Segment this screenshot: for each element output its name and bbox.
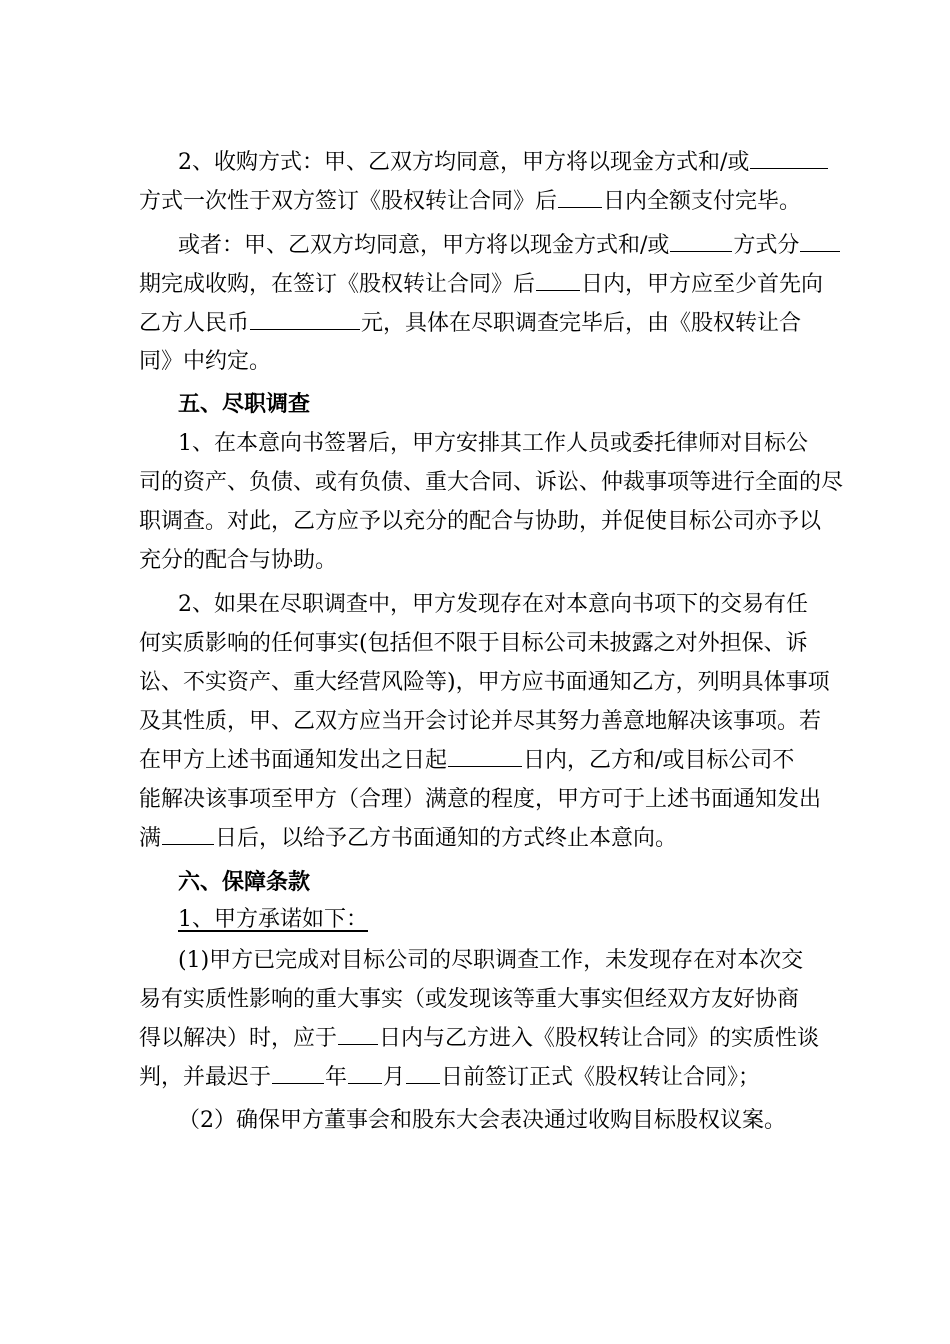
text: 年: [325, 1065, 348, 1090]
fill-blank-year: [272, 1061, 324, 1084]
due-diligence-p2-line-5: [139, 741, 794, 781]
fill-blank-day: [406, 1061, 440, 1084]
text: 日后，以给予乙方书面通知的方式终止本意向。: [215, 826, 678, 851]
text: 日内，乙方和/或目标公司不: [523, 748, 795, 773]
guarantee-item-1-line-2: [139, 980, 799, 1020]
fill-blank: [558, 185, 602, 208]
heading-text: 六、保障条款: [178, 869, 311, 895]
guarantee-item-1-line-1: [178, 941, 803, 981]
fill-blank: [162, 822, 214, 845]
due-diligence-p2-line-6: [139, 780, 821, 820]
text: 日内，甲方应至少首先向: [581, 272, 824, 297]
fill-blank: [338, 1022, 378, 1045]
text: 讼、不实资产、重大经营风险等)，甲方应书面通知乙方，列明具体事项: [139, 670, 830, 695]
underlined-subheading: 1、甲方承诺如下：: [178, 907, 368, 932]
fill-blank-month: [348, 1061, 382, 1084]
text: 2、收购方式：甲、乙双方均同意，甲方将以现金方式和/或: [178, 150, 750, 175]
text: 能解决该事项至甲方（合理）满意的程度，甲方可于上述书面通知发出: [139, 787, 822, 812]
due-diligence-p2-line-7: [139, 819, 677, 859]
text: 充分的配合与协助。: [139, 548, 338, 573]
alternative-line-1: [178, 226, 841, 266]
text: 1、在本意向书签署后，甲方安排其工作人员或委托律师对目标公: [178, 431, 808, 456]
text: 判，并最迟于: [139, 1065, 272, 1090]
due-diligence-p1-line-4: [139, 541, 337, 581]
text: 在甲方上述书面通知发出之日起: [139, 748, 448, 773]
guarantee-item-1-line-3: [139, 1019, 819, 1059]
guarantee-item-2: [178, 1101, 786, 1141]
due-diligence-p1-line-3: [139, 502, 821, 542]
text: 方式一次性于双方签订《股权转让合同》后: [139, 189, 558, 214]
text: 职调查。对此，乙方应予以充分的配合与协助，并促使目标公司亦予以: [139, 509, 822, 534]
text: 日内全额支付完毕。: [603, 189, 802, 214]
text: 乙方人民币: [139, 311, 250, 336]
text: 司的资产、负债、或有负债、重大合同、诉讼、仲裁事项等进行全面的尽: [139, 470, 844, 495]
due-diligence-p1-line-2: [139, 463, 843, 503]
fill-blank: [536, 268, 580, 291]
text: （2）确保甲方董事会和股东大会表决通过收购目标股权议案。: [178, 1108, 786, 1133]
text: 或者：甲、乙双方均同意，甲方将以现金方式和/或: [178, 233, 670, 258]
text: 得以解决）时，应于: [139, 1026, 338, 1051]
fill-blank: [800, 229, 840, 252]
text: 月: [383, 1065, 406, 1090]
party-a-undertakings-label: [178, 900, 368, 940]
due-diligence-p2-line-4: [139, 702, 821, 742]
text: 满: [139, 826, 162, 851]
purchase-method-line-2: [139, 182, 801, 222]
fill-blank: [250, 307, 360, 330]
purchase-method-line-1: [178, 143, 829, 183]
due-diligence-p2-line-1: [178, 585, 808, 625]
text: 日前签订正式《股权转让合同》；: [441, 1065, 761, 1090]
text: (1)甲方已完成对目标公司的尽职调查工作，未发现存在对本次交: [178, 948, 804, 973]
text: 2、如果在尽职调查中，甲方发现存在对本意向书项下的交易有任: [178, 592, 808, 617]
due-diligence-p2-line-3: [139, 663, 830, 703]
section-5-heading: [178, 384, 310, 424]
heading-text: 五、尽职调查: [178, 391, 311, 417]
text: 期完成收购，在签订《股权转让合同》后: [139, 272, 536, 297]
due-diligence-p2-line-2: [139, 624, 808, 664]
guarantee-item-1-line-4: [139, 1058, 760, 1098]
text: 方式分: [733, 233, 800, 258]
due-diligence-p1-line-1: [178, 424, 808, 464]
fill-blank: [448, 744, 522, 767]
alternative-line-3: [139, 304, 801, 344]
text: 何实质影响的任何事实(包括但不限于目标公司未披露之对外担保、诉: [139, 631, 808, 656]
text: 日内与乙方进入《股权转让合同》的实质性谈: [379, 1026, 820, 1051]
fill-blank: [670, 229, 732, 252]
text: 元，具体在尽职调查完毕后，由《股权转让合: [361, 311, 802, 336]
alternative-line-4: [139, 342, 271, 382]
text: 同》中约定。: [139, 349, 272, 374]
section-6-heading: [178, 862, 310, 902]
text: 易有实质性影响的重大事实（或发现该等重大事实但经双方友好协商: [139, 987, 800, 1012]
text: 及其性质，甲、乙双方应当开会讨论并尽其努力善意地解决该事项。若: [139, 709, 822, 734]
alternative-line-2: [139, 265, 823, 305]
fill-blank: [750, 146, 828, 169]
